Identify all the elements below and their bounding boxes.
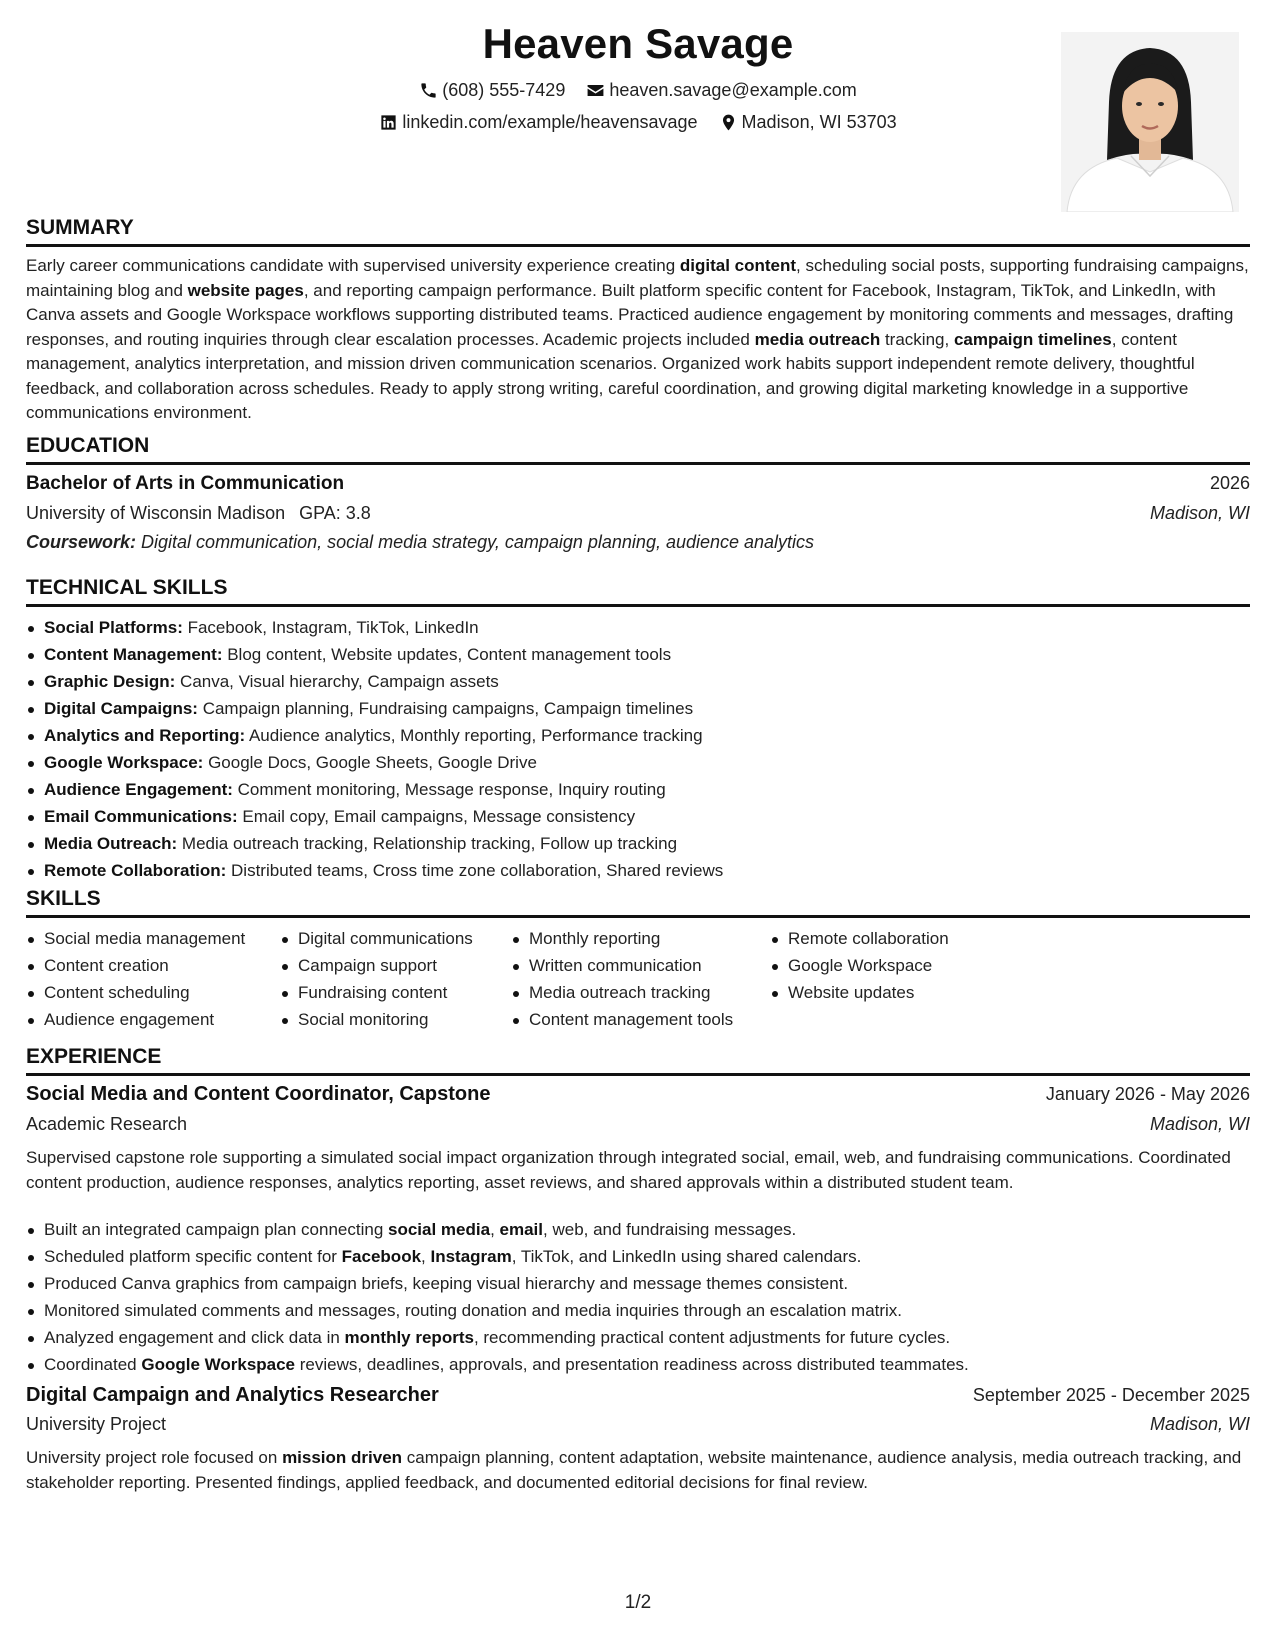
phone-text: (608) 555-7429 bbox=[442, 80, 566, 100]
text-segment: campaign planning, content adaptation, website maintenance, audience analysis, media outreach tracking, and stakeholder reporting. Presented findings, applied feedback, and documented editorial decisions for final review. bbox=[26, 1448, 1242, 1492]
bold-text: Instagram bbox=[430, 1247, 512, 1266]
technical-skill-label: Google Workspace: bbox=[44, 753, 204, 772]
location-text: Madison, WI 53703 bbox=[741, 112, 897, 132]
education-row-2 bbox=[26, 503, 1250, 524]
technical-skill-item bbox=[26, 803, 1250, 830]
bold-text: email bbox=[499, 1220, 544, 1239]
skill-item: Audience engagement bbox=[26, 1006, 245, 1033]
linkedin-contact[interactable] bbox=[379, 112, 697, 133]
coursework bbox=[26, 532, 814, 553]
education-location: Madison, WI bbox=[1149, 503, 1250, 523]
technical-skill-item bbox=[26, 695, 1250, 722]
candidate-name: Heaven Savage bbox=[482, 20, 794, 67]
technical-skill-item bbox=[26, 830, 1250, 857]
job-2-title: Digital Campaign and Analytics Researcher bbox=[26, 1384, 439, 1406]
degree-title: Bachelor of Arts in Communication bbox=[26, 473, 345, 494]
text-segment: Built an integrated campaign plan connecting bbox=[44, 1220, 389, 1239]
technical-skill-text: Campaign planning, Fundraising campaigns, Campaign timelines bbox=[197, 699, 694, 718]
text-segment: reviews, deadlines, approvals, and presentation readiness across distributed teammates. bbox=[295, 1355, 969, 1374]
technical-skill-item bbox=[26, 857, 1250, 884]
graduation-year: 2026 bbox=[1209, 473, 1250, 493]
skills-column-1 bbox=[26, 925, 245, 1033]
education-row-1 bbox=[26, 473, 1250, 495]
skill-item: Content creation bbox=[26, 952, 245, 979]
technical-skill-label: Email Communications: bbox=[44, 807, 238, 826]
text-segment: , bbox=[490, 1220, 500, 1239]
job-2-org: University Project bbox=[26, 1414, 167, 1434]
job-2-description bbox=[26, 1446, 1250, 1495]
text-segment: , scheduling social posts, supporting fundraising campaigns, maintaining blog and bbox=[26, 256, 1249, 300]
bold-text: Facebook bbox=[341, 1247, 422, 1266]
location-contact bbox=[719, 112, 897, 133]
job-1-org: Academic Research bbox=[26, 1114, 188, 1134]
technical-skill-label: Social Platforms: bbox=[44, 618, 183, 637]
technical-skill-label: Digital Campaigns: bbox=[44, 699, 198, 718]
skill-item: Digital communications bbox=[280, 925, 473, 952]
coursework-label: Coursework: bbox=[26, 532, 137, 552]
skill-item: Google Workspace bbox=[770, 952, 949, 979]
job-1-description: Supervised capstone role supporting a simulated social impact organization through integrated social, email, web, and fundraising communications. Coordinated content production, audience responses, analytics reporting, asset reviews, and shared approvals within a distributed student team. bbox=[26, 1148, 1231, 1192]
skill-item: Remote collaboration bbox=[770, 925, 949, 952]
technical-skill-label: Analytics and Reporting: bbox=[44, 726, 246, 745]
text-segment: tracking, bbox=[880, 329, 954, 349]
technical-skill-item bbox=[26, 776, 1250, 803]
text-segment: Monitored simulated comments and messages, routing donation and media inquiries through an escalation matrix. bbox=[44, 1301, 903, 1320]
technical-skill-item bbox=[26, 722, 1250, 749]
text-segment: Analyzed engagement and click data in bbox=[44, 1328, 345, 1347]
technical-skill-label: Media Outreach: bbox=[44, 834, 178, 853]
skills-column-4 bbox=[770, 925, 949, 1006]
technical-skill-item bbox=[26, 614, 1250, 641]
technical-skill-item bbox=[26, 749, 1250, 776]
job-2-dates: September 2025 - December 2025 bbox=[972, 1385, 1250, 1405]
text-segment: , and reporting campaign performance. Built platform specific content for Facebook, Instagram, TikTok, and LinkedIn, with Canva assets and Google Workspace workflows supporting distributed teams. Practiced audience engagement by monitoring comments and messages, drafting responses, and routing inquiries through clear escalation processes. Academic projects included bbox=[26, 280, 1234, 349]
text-segment: , recommending practical content adjustments for future cycles. bbox=[473, 1328, 951, 1347]
technical-skill-text: Facebook, Instagram, TikTok, LinkedIn bbox=[182, 618, 479, 637]
skills-heading: SKILLS bbox=[26, 887, 1250, 918]
envelope-icon bbox=[586, 81, 605, 100]
technical-skill-text: Blog content, Website updates, Content management tools bbox=[222, 645, 672, 664]
resume-page bbox=[26, 0, 1250, 1650]
phone-icon bbox=[419, 81, 438, 100]
technical-skill-text: Audience analytics, Monthly reporting, Performance tracking bbox=[245, 726, 703, 745]
technical-skill-text: Canva, Visual hierarchy, Campaign assets bbox=[175, 672, 499, 691]
skill-item: Content management tools bbox=[511, 1006, 733, 1033]
job-1-bullet bbox=[26, 1216, 1250, 1243]
skill-item: Website updates bbox=[770, 979, 949, 1006]
text-segment: Early career communications candidate with supervised university experience creating bbox=[26, 256, 680, 275]
bold-text: Google Workspace bbox=[141, 1355, 296, 1374]
skills-column-3 bbox=[511, 925, 733, 1033]
technical-skill-label: Audience Engagement: bbox=[44, 780, 233, 799]
job-1-bullet bbox=[26, 1324, 1250, 1351]
technical-skill-text: Email copy, Email campaigns, Message consistency bbox=[237, 807, 636, 826]
job-2-header bbox=[26, 1384, 1250, 1407]
bold-text: website pages bbox=[187, 280, 304, 300]
job-2-location: Madison, WI bbox=[1149, 1414, 1250, 1434]
experience-heading: EXPERIENCE bbox=[26, 1045, 1250, 1076]
job-1-bullet bbox=[26, 1270, 1250, 1297]
text-segment: Produced Canva graphics from campaign briefs, keeping visual hierarchy and message themes consistent. bbox=[44, 1274, 849, 1293]
email-text: heaven.savage@example.com bbox=[609, 80, 857, 100]
map-pin-icon bbox=[719, 113, 738, 132]
bold-text: social media bbox=[388, 1220, 491, 1239]
job-1-bullet bbox=[26, 1297, 1250, 1324]
text-segment: , content management, analytics interpretation, and mission driven communication scenarios. Organized work habits support independent remote delivery, thoughtful feedback, and collaboration across schedules. Ready to apply strong writing, careful coordination, and growing digital marketing knowledge in a supportive communications environment. bbox=[26, 329, 1195, 422]
technical-skills-heading: TECHNICAL SKILLS bbox=[26, 576, 1250, 607]
job-1-subheader bbox=[26, 1114, 1250, 1135]
text-segment: University project role focused on bbox=[26, 1448, 283, 1467]
linkedin-text: linkedin.com/example/heavensavage bbox=[402, 112, 698, 132]
job-2-subheader bbox=[26, 1414, 1250, 1435]
job-1-location: Madison, WI bbox=[1149, 1114, 1250, 1134]
skill-item: Written communication bbox=[511, 952, 733, 979]
technical-skill-text: Comment monitoring, Message response, Inquiry routing bbox=[232, 780, 666, 799]
summary-text bbox=[26, 254, 1250, 426]
job-1-title: Social Media and Content Coordinator, Capstone bbox=[26, 1083, 491, 1105]
skill-item: Content scheduling bbox=[26, 979, 245, 1006]
bold-text: digital content bbox=[679, 256, 797, 275]
skill-item: Social monitoring bbox=[280, 1006, 473, 1033]
technical-skills-list bbox=[26, 614, 1250, 884]
school-name: University of Wisconsin Madison bbox=[26, 503, 286, 523]
phone-contact bbox=[419, 80, 565, 101]
skill-item: Monthly reporting bbox=[511, 925, 733, 952]
coursework-text: Digital communication, social media strategy, campaign planning, audience analytics bbox=[136, 532, 815, 552]
job-1-bullet bbox=[26, 1243, 1250, 1270]
skill-item: Media outreach tracking bbox=[511, 979, 733, 1006]
text-segment: Coordinated bbox=[44, 1355, 142, 1374]
job-1-header bbox=[26, 1083, 1250, 1106]
page-number: 1/2 bbox=[624, 1592, 652, 1613]
technical-skill-item bbox=[26, 641, 1250, 668]
skills-column-2 bbox=[280, 925, 473, 1033]
technical-skill-item bbox=[26, 668, 1250, 695]
technical-skill-label: Content Management: bbox=[44, 645, 223, 664]
skill-item: Social media management bbox=[26, 925, 245, 952]
skill-item: Fundraising content bbox=[280, 979, 473, 1006]
technical-skill-label: Remote Collaboration: bbox=[44, 861, 227, 880]
education-heading: EDUCATION bbox=[26, 434, 1250, 465]
technical-skill-label: Graphic Design: bbox=[44, 672, 176, 691]
email-contact[interactable] bbox=[586, 80, 856, 101]
bold-text: media outreach bbox=[754, 329, 881, 349]
gpa: GPA: 3.8 bbox=[299, 503, 371, 523]
summary-heading: SUMMARY bbox=[26, 216, 1250, 247]
linkedin-icon bbox=[379, 113, 398, 132]
bold-text: campaign timelines bbox=[953, 329, 1112, 349]
job-1-bullet bbox=[26, 1351, 1250, 1378]
bold-text: monthly reports bbox=[344, 1328, 474, 1347]
technical-skill-text: Media outreach tracking, Relationship tracking, Follow up tracking bbox=[177, 834, 678, 853]
text-segment: Scheduled platform specific content for bbox=[44, 1247, 342, 1266]
bold-text: mission driven bbox=[282, 1448, 403, 1467]
text-segment: , web, and fundraising messages. bbox=[543, 1220, 797, 1239]
job-1-dates: January 2026 - May 2026 bbox=[1045, 1084, 1250, 1104]
job-1-bullets bbox=[26, 1216, 1250, 1378]
technical-skill-text: Google Docs, Google Sheets, Google Drive bbox=[203, 753, 537, 772]
profile-photo bbox=[1061, 32, 1239, 212]
text-segment: , bbox=[421, 1247, 431, 1266]
skill-item: Campaign support bbox=[280, 952, 473, 979]
school-info bbox=[26, 503, 371, 524]
technical-skill-text: Distributed teams, Cross time zone collaboration, Shared reviews bbox=[226, 861, 724, 880]
text-segment: , TikTok, and LinkedIn using shared calendars. bbox=[511, 1247, 862, 1266]
